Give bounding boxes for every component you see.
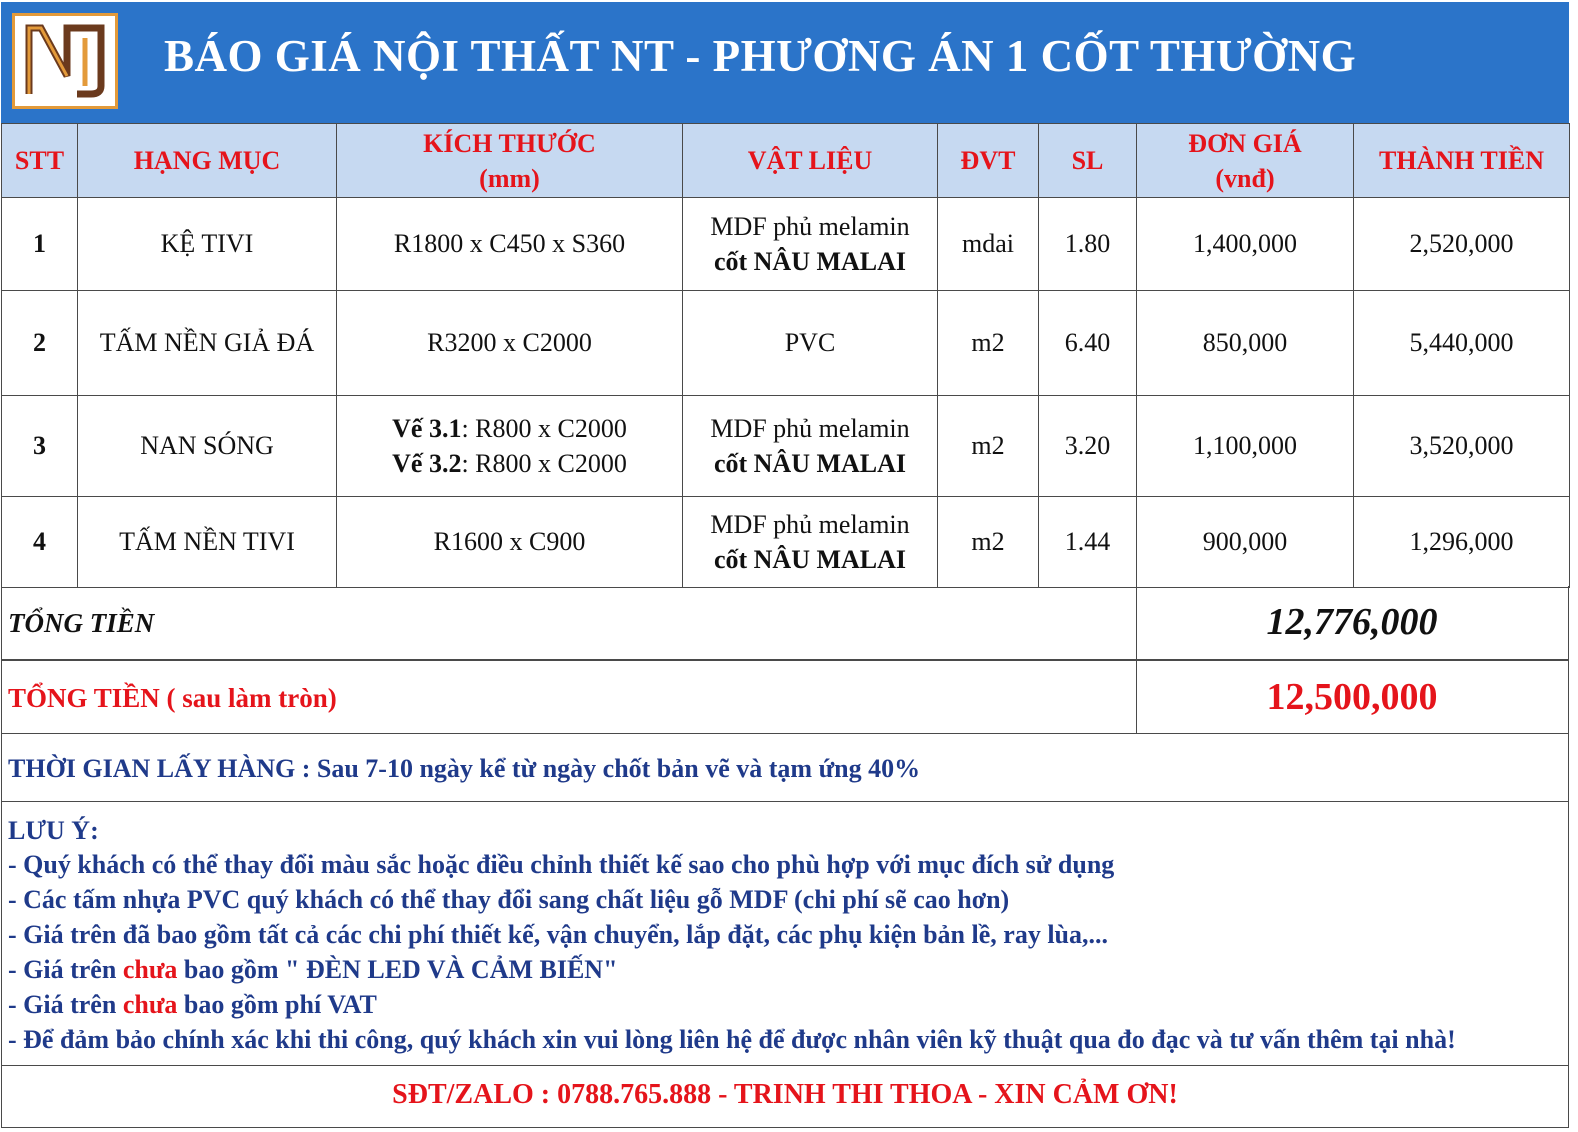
row-stt: 1: [2, 198, 78, 291]
table-row: [2, 198, 1570, 291]
note-text: bao gồm " ĐÈN LED VÀ CẢM BIẾN": [177, 955, 618, 984]
row-qty: 6.40: [1039, 291, 1137, 396]
row-size: R3200 x C2000: [337, 291, 683, 396]
col-header-material: VẬT LIỆU: [683, 124, 938, 198]
note-highlight: chưa: [122, 955, 178, 984]
row-item: KỆ TIVI: [78, 198, 337, 291]
contact-text: SĐT/ZALO : 0788.765.888 - TRINH THI THOA - XIN CẢM ƠN!: [392, 1079, 1178, 1110]
row-size: R1600 x C900: [337, 497, 683, 588]
delivery-time-row: [1, 734, 1569, 802]
material-base: MDF phủ melamin: [710, 414, 910, 443]
row-unit: m2: [938, 291, 1039, 396]
row-total: 3,520,000: [1354, 396, 1570, 497]
row-material: [683, 198, 938, 291]
row-unit: m2: [938, 396, 1039, 497]
header-banner: [1, 2, 1569, 125]
table-row: [2, 497, 1570, 588]
note-line: [8, 955, 618, 985]
table-row: [2, 291, 1570, 396]
table-header-row: [2, 124, 1570, 198]
note-line: - Các tấm nhựa PVC quý khách có thể thay đổi sang chất liệu gỗ MDF (chi phí sẽ cao hơn): [8, 885, 1010, 914]
notes-section: [1, 802, 1569, 1066]
row-material: PVC: [683, 291, 938, 396]
row-stt: 4: [2, 497, 78, 588]
col-header-size-label: KÍCH THƯỚC: [423, 128, 596, 158]
nt-logo: [12, 13, 118, 109]
note-line: - Giá trên đã bao gồm tất cả các chi phí thiết kế, vận chuyển, lắp đặt, các phụ kiện bản lề, ray lùa,...: [8, 920, 1108, 949]
col-header-price-label: ĐƠN GIÁ: [1188, 128, 1302, 158]
size-part-a: [337, 411, 682, 446]
rounded-total-row: [1, 660, 1569, 734]
total-row: [1, 586, 1569, 660]
size-part-a-value: : R800 x C2000: [461, 414, 627, 443]
row-item: NAN SÓNG: [78, 396, 337, 497]
note-line: - Quý khách có thể thay đổi màu sắc hoặc điều chỉnh thiết kế sao cho phù hợp với mục đích sử dụng: [8, 850, 1115, 879]
row-total: 2,520,000: [1354, 198, 1570, 291]
row-qty: 3.20: [1039, 396, 1137, 497]
note-highlight: chưa: [122, 990, 178, 1019]
col-header-total: THÀNH TIỀN: [1354, 124, 1570, 198]
row-price: 1,400,000: [1137, 198, 1354, 291]
note-line: - Để đảm bảo chính xác khi thi công, quý khách xin vui lòng liên hệ để được nhân viên kỹ thuật qua đo đạc và tư vấn thêm tại nhà!: [8, 1025, 1456, 1054]
size-part-a-label: Vế 3.1: [392, 414, 462, 443]
material-color: cốt NÂU MALAI: [713, 545, 907, 574]
row-qty: 1.44: [1039, 497, 1137, 588]
col-header-size: [337, 124, 683, 198]
page-title: BÁO GIÁ NỘI THẤT NT - PHƯƠNG ÁN 1 CỐT THƯỜNG: [164, 31, 1357, 81]
row-size: R1800 x C450 x S360: [337, 198, 683, 291]
notes-title: LƯU Ý:: [8, 816, 99, 845]
col-header-unit: ĐVT: [938, 124, 1039, 198]
rounded-total-label: TỔNG TIỀN ( sau làm tròn): [8, 683, 337, 713]
row-material: [683, 497, 938, 588]
note-line: [8, 990, 377, 1020]
rounded-total-value: 12,500,000: [1266, 676, 1438, 718]
row-price: 850,000: [1137, 291, 1354, 396]
row-total: 5,440,000: [1354, 291, 1570, 396]
contact-footer: [1, 1066, 1569, 1128]
note-text: - Giá trên: [8, 990, 123, 1019]
col-header-price: [1137, 124, 1354, 198]
col-header-qty: SL: [1039, 124, 1137, 198]
col-header-price-unit: (vnđ): [1215, 163, 1275, 193]
size-part-b: [337, 446, 682, 481]
row-size: [337, 396, 683, 497]
col-header-stt: STT: [2, 124, 78, 198]
delivery-time-text: THỜI GIAN LẤY HÀNG : Sau 7-10 ngày kể từ ngày chốt bản vẽ và tạm ứng 40%: [8, 754, 921, 783]
material-color: cốt NÂU MALAI: [713, 247, 907, 276]
quote-table: [1, 123, 1570, 588]
row-stt: 2: [2, 291, 78, 396]
total-label: TỔNG TIỀN: [8, 608, 155, 638]
material-base: MDF phủ melamin: [710, 510, 910, 539]
note-text: bao gồm phí VAT: [177, 990, 377, 1019]
table-row: [2, 396, 1570, 497]
note-text: - Giá trên: [8, 955, 123, 984]
quote-sheet: [1, 2, 1569, 1128]
col-header-item: HẠNG MỤC: [78, 124, 337, 198]
material-base: MDF phủ melamin: [710, 212, 910, 241]
row-total: 1,296,000: [1354, 497, 1570, 588]
size-part-b-value: : R800 x C2000: [461, 449, 627, 478]
col-header-size-unit: (mm): [479, 163, 540, 193]
size-part-b-label: Vế 3.2: [392, 449, 462, 478]
row-material: [683, 396, 938, 497]
row-price: 1,100,000: [1137, 396, 1354, 497]
row-price: 900,000: [1137, 497, 1354, 588]
row-stt: 3: [2, 396, 78, 497]
row-unit: m2: [938, 497, 1039, 588]
material-color: cốt NÂU MALAI: [713, 449, 907, 478]
row-unit: mdai: [938, 198, 1039, 291]
row-item: TẤM NỀN TIVI: [78, 497, 337, 588]
total-value: 12,776,000: [1266, 601, 1438, 643]
row-item: TẤM NỀN GIẢ ĐÁ: [78, 291, 337, 396]
row-qty: 1.80: [1039, 198, 1137, 291]
